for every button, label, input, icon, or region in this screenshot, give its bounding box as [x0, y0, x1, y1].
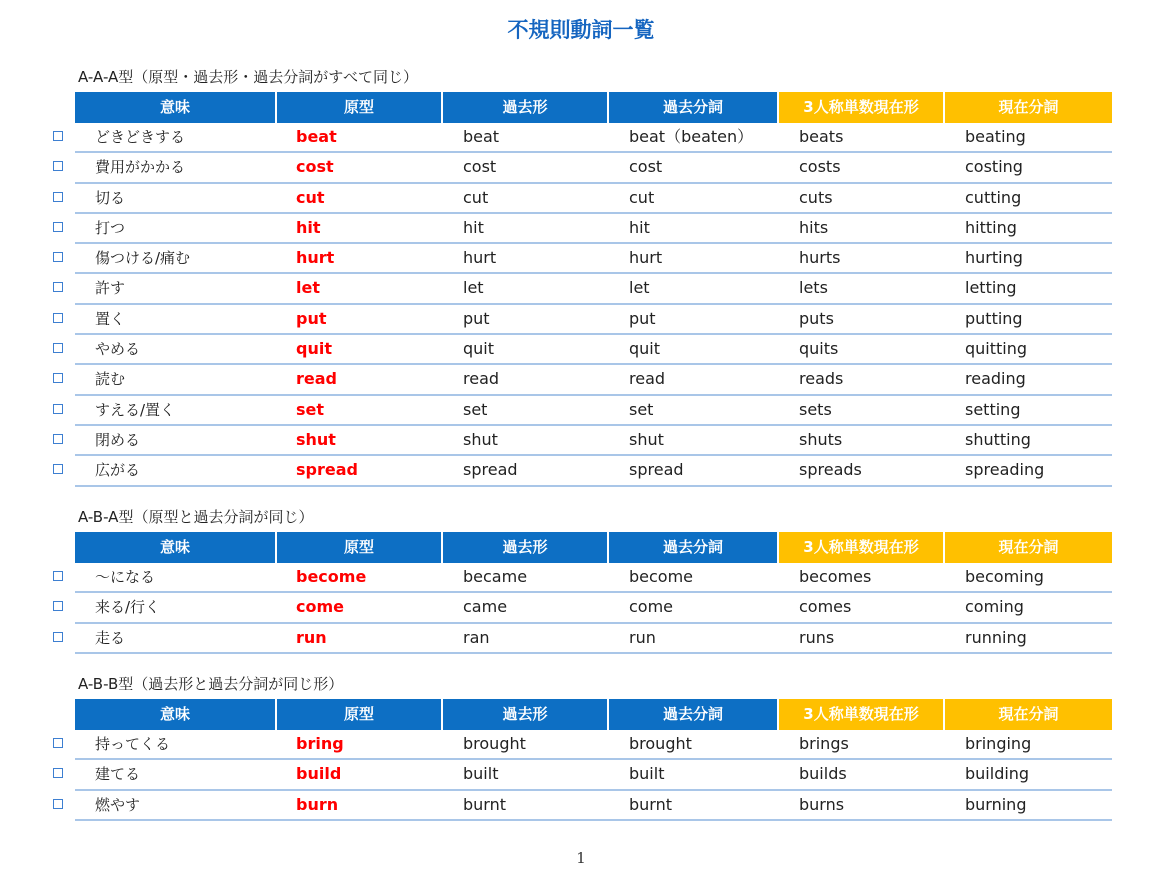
past-participle-cell: set [629, 399, 654, 419]
meaning-cell: 持ってくる [95, 735, 171, 753]
table-row [75, 153, 1112, 183]
present-participle-cell: burning [965, 794, 1027, 814]
present-participle-cell: coming [965, 597, 1024, 617]
row-checkbox[interactable] [53, 404, 63, 414]
row-checkbox[interactable] [53, 601, 63, 611]
row-checkbox[interactable] [53, 343, 63, 353]
row-checkbox[interactable] [53, 632, 63, 642]
third-person-cell: brings [799, 734, 849, 753]
row-checkbox[interactable] [53, 434, 63, 444]
header-cell: 過去分詞 [609, 699, 779, 730]
header-cell: 3人称単数現在形 [779, 92, 945, 123]
row-checkbox[interactable] [53, 131, 63, 141]
present-participle-cell: costing [965, 157, 1023, 177]
meaning-cell: すえる/置く [95, 400, 176, 419]
header-cell: 3人称単数現在形 [779, 532, 945, 563]
past-cell: beat [463, 127, 500, 146]
third-person-cell: lets [799, 278, 828, 298]
past-cell: quit [463, 339, 495, 359]
row-checkbox[interactable] [53, 252, 63, 262]
past-cell: came [463, 597, 508, 617]
meaning-cell: 建てる [95, 765, 141, 784]
table-row [75, 456, 1112, 486]
third-person-cell: quits [799, 339, 839, 359]
table-row [75, 563, 1112, 593]
meaning-cell: 読む [95, 370, 126, 389]
table-row [75, 305, 1112, 335]
meaning-cell: 許す [95, 279, 126, 298]
table-row [75, 244, 1112, 274]
page-title: 不規則動詞一覧 [507, 18, 655, 42]
section-heading: A-B-B型（過去形と過去分詞が同じ形） [78, 675, 344, 693]
third-person-cell: shuts [799, 429, 843, 449]
base-form-cell: put [296, 308, 327, 328]
present-participle-cell: hurting [965, 248, 1023, 268]
third-person-cell: hurts [799, 248, 841, 268]
meaning-cell: ～になる [95, 568, 156, 586]
header-cell: 原型 [277, 532, 443, 563]
verb-table [75, 92, 1112, 487]
base-form-cell: read [296, 369, 337, 389]
present-participle-cell: hitting [965, 217, 1017, 237]
past-participle-cell: become [629, 567, 694, 586]
row-checkbox[interactable] [53, 222, 63, 232]
third-person-cell: hits [799, 217, 829, 237]
third-person-cell: runs [799, 627, 835, 647]
header-cell: 3人称単数現在形 [779, 699, 945, 730]
base-form-cell: run [296, 627, 327, 647]
header-cell: 意味 [75, 532, 277, 563]
table-header [75, 532, 1112, 563]
present-participle-cell: becoming [965, 567, 1044, 586]
meaning-cell: 費用がかかる [95, 158, 186, 177]
header-cell: 現在分詞 [945, 699, 1112, 730]
header-cell: 過去形 [443, 532, 609, 563]
row-checkbox[interactable] [53, 161, 63, 171]
past-cell: brought [463, 734, 526, 753]
table-row [75, 791, 1112, 821]
meaning-cell: 傷つける/痛む [95, 249, 191, 268]
section-heading: A-B-A型（原型と過去分詞が同じ） [78, 508, 314, 526]
present-participle-cell: running [965, 627, 1027, 647]
past-participle-cell: beat（beaten） [629, 127, 754, 146]
table-row [75, 730, 1112, 760]
table-row [75, 123, 1112, 153]
base-form-cell: cost [296, 157, 334, 177]
table-row [75, 214, 1112, 244]
past-cell: read [463, 369, 500, 389]
table-row [75, 760, 1112, 790]
third-person-cell: comes [799, 597, 852, 617]
meaning-cell: 走る [95, 628, 126, 647]
header-cell: 現在分詞 [945, 532, 1112, 563]
past-participle-cell: spread [629, 460, 684, 480]
present-participle-cell: bringing [965, 734, 1032, 753]
past-cell: set [463, 399, 488, 419]
table-row [75, 184, 1112, 214]
base-form-cell: come [296, 597, 344, 617]
table-row [75, 593, 1112, 623]
past-cell: shut [463, 429, 498, 449]
row-checkbox[interactable] [53, 768, 63, 778]
row-checkbox[interactable] [53, 192, 63, 202]
present-participle-cell: building [965, 764, 1030, 784]
past-participle-cell: read [629, 369, 666, 389]
header-cell: 現在分詞 [945, 92, 1112, 123]
verb-table [75, 532, 1112, 654]
past-participle-cell: built [629, 764, 665, 784]
meaning-cell: 広がる [95, 461, 141, 480]
third-person-cell: beats [799, 127, 844, 146]
row-checkbox[interactable] [53, 571, 63, 581]
header-cell: 意味 [75, 92, 277, 123]
base-form-cell: hurt [296, 248, 335, 268]
third-person-cell: builds [799, 764, 847, 784]
page-number: 1 [576, 849, 586, 867]
meaning-cell: やめる [95, 340, 141, 359]
row-checkbox[interactable] [53, 464, 63, 474]
header-cell: 原型 [277, 92, 443, 123]
past-cell: ran [463, 627, 490, 647]
past-cell: hurt [463, 248, 497, 268]
table-row [75, 365, 1112, 395]
meaning-cell: 燃やす [95, 795, 141, 814]
third-person-cell: cuts [799, 187, 833, 207]
third-person-cell: puts [799, 308, 834, 328]
third-person-cell: becomes [799, 567, 872, 586]
meaning-cell: 打つ [95, 218, 126, 237]
past-cell: let [463, 278, 484, 298]
past-participle-cell: come [629, 597, 674, 617]
past-participle-cell: brought [629, 734, 692, 753]
past-participle-cell: cost [629, 157, 663, 177]
third-person-cell: spreads [799, 460, 862, 480]
base-form-cell: let [296, 278, 320, 298]
base-form-cell: become [296, 567, 367, 586]
past-participle-cell: let [629, 278, 650, 298]
row-checkbox[interactable] [53, 373, 63, 383]
past-participle-cell: hurt [629, 248, 663, 268]
third-person-cell: reads [799, 369, 844, 389]
present-participle-cell: shutting [965, 429, 1031, 449]
past-cell: burnt [463, 794, 507, 814]
third-person-cell: sets [799, 399, 832, 419]
present-participle-cell: beating [965, 127, 1026, 146]
present-participle-cell: spreading [965, 460, 1045, 480]
past-cell: spread [463, 460, 518, 480]
past-cell: became [463, 567, 528, 586]
past-cell: built [463, 764, 499, 784]
present-participle-cell: reading [965, 369, 1026, 389]
table-row [75, 274, 1112, 304]
base-form-cell: quit [296, 339, 332, 359]
header-cell: 過去分詞 [609, 92, 779, 123]
past-cell: cost [463, 157, 497, 177]
base-form-cell: bring [296, 734, 344, 753]
meaning-cell: どきどきする [95, 128, 186, 146]
meaning-cell: 閉める [95, 430, 141, 449]
row-checkbox[interactable] [53, 738, 63, 748]
base-form-cell: cut [296, 187, 325, 207]
base-form-cell: set [296, 399, 325, 419]
past-participle-cell: put [629, 308, 656, 328]
third-person-cell: burns [799, 794, 845, 814]
present-participle-cell: letting [965, 278, 1017, 298]
base-form-cell: build [296, 764, 342, 784]
present-participle-cell: putting [965, 308, 1023, 328]
header-cell: 原型 [277, 699, 443, 730]
past-participle-cell: shut [629, 429, 664, 449]
row-checkbox[interactable] [53, 313, 63, 323]
verb-table [75, 699, 1112, 821]
section-heading: A-A-A型（原型・過去形・過去分詞がすべて同じ） [78, 68, 418, 86]
table-header [75, 699, 1112, 730]
table-row [75, 335, 1112, 365]
past-participle-cell: run [629, 627, 656, 647]
past-participle-cell: quit [629, 339, 661, 359]
base-form-cell: spread [296, 460, 358, 480]
table-row [75, 624, 1112, 654]
table-row [75, 396, 1112, 426]
header-cell: 過去形 [443, 699, 609, 730]
header-cell: 意味 [75, 699, 277, 730]
row-checkbox[interactable] [53, 799, 63, 809]
base-form-cell: beat [296, 127, 337, 146]
base-form-cell: hit [296, 217, 321, 237]
table-row [75, 426, 1112, 456]
present-participle-cell: setting [965, 399, 1021, 419]
present-participle-cell: cutting [965, 187, 1022, 207]
meaning-cell: 切る [95, 188, 126, 207]
past-cell: hit [463, 217, 484, 237]
past-cell: put [463, 308, 490, 328]
header-cell: 過去形 [443, 92, 609, 123]
meaning-cell: 置く [95, 309, 126, 328]
meaning-cell: 来る/行く [95, 598, 161, 617]
base-form-cell: shut [296, 429, 336, 449]
third-person-cell: costs [799, 157, 841, 177]
base-form-cell: burn [296, 794, 339, 814]
past-participle-cell: burnt [629, 794, 673, 814]
present-participle-cell: quitting [965, 339, 1028, 359]
row-checkbox[interactable] [53, 282, 63, 292]
past-participle-cell: cut [629, 187, 655, 207]
past-cell: cut [463, 187, 489, 207]
table-header [75, 92, 1112, 123]
past-participle-cell: hit [629, 217, 650, 237]
header-cell: 過去分詞 [609, 532, 779, 563]
